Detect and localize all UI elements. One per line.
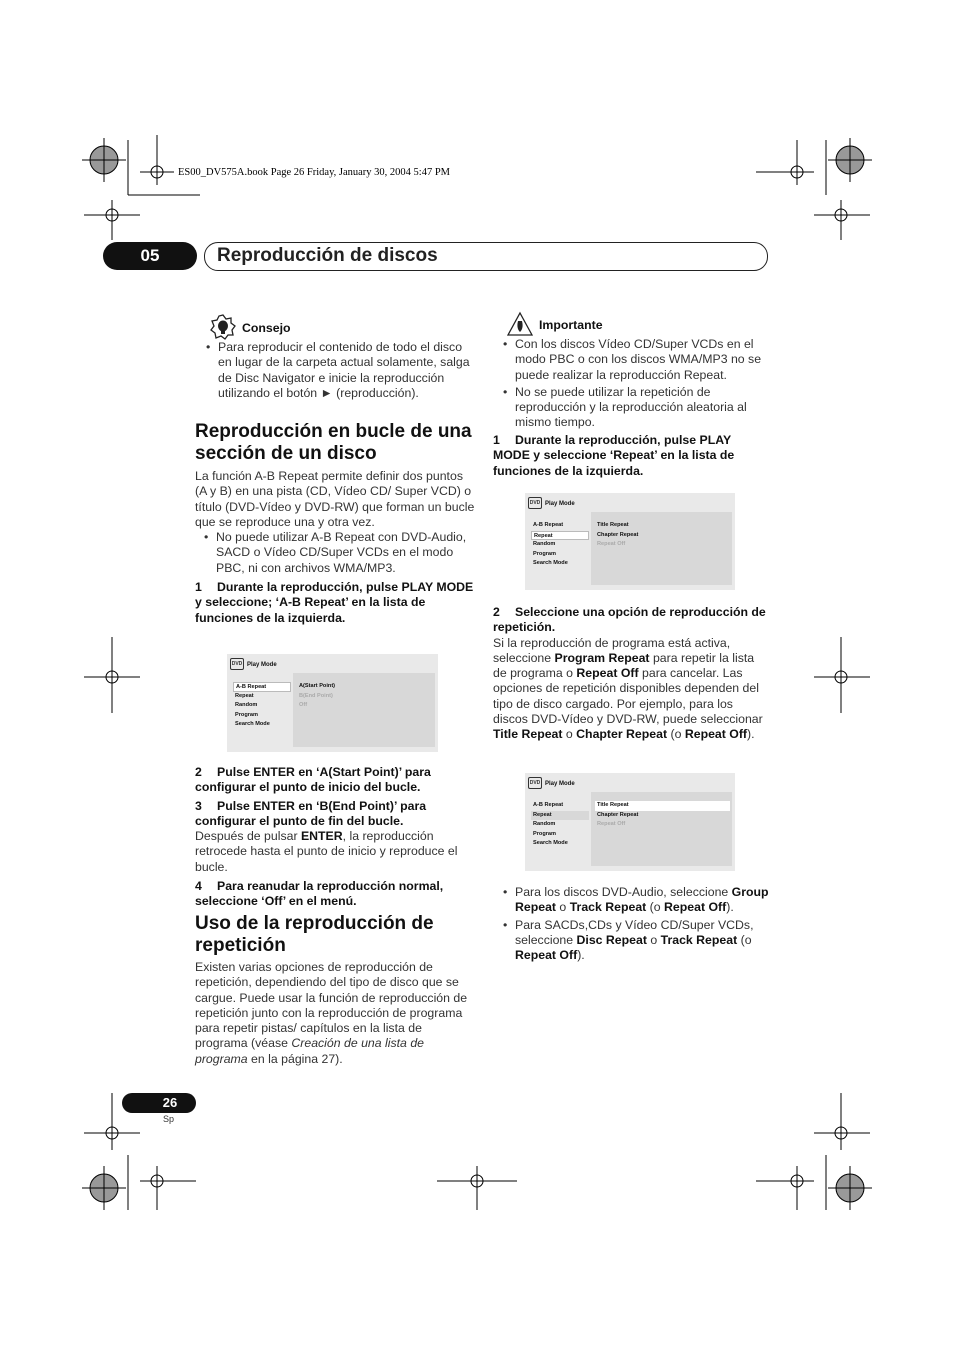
page-number-badge (122, 1093, 196, 1113)
section-ab-bullet: • No puede utilizar A-B Repeat con DVD-Audio, SACD o Vídeo CD/Super VCDs en el modo PBC, ni con archivos WMA/MP3. (194, 530, 475, 576)
section-repeat-body: Existen varias opciones de reproducción de repetición, dependiendo del tipo de disco que se cargue. Puede usar la función de reproducción de repetición junto con la reproducción de programa para repetir pistas/ capítulos en la lista de programa (véase Creación de una lista de programa en la página 27). (195, 960, 468, 1066)
dvd-icon: DVD (528, 777, 542, 789)
section-repeat-heading: Uso de la reproducción de repetición (195, 913, 434, 956)
disc-type-list (493, 885, 770, 963)
option-chapter-repeat[interactable]: Chapter Repeat (597, 811, 639, 818)
option-repeat-off[interactable]: Repeat Off (597, 821, 626, 828)
menu-item-ab-repeat[interactable]: A-B Repeat (233, 682, 291, 692)
menu-item-program[interactable]: Program (533, 550, 557, 557)
menu-item-random[interactable]: Random (533, 541, 556, 548)
play-mode-screen-repeat (525, 493, 735, 590)
chapter-title: Reproducción de discos (204, 242, 768, 271)
section-ab (195, 421, 475, 626)
play-mode-screen-title-repeat (525, 773, 735, 871)
page-number: 26 (162, 1095, 178, 1110)
menu-item-search-mode[interactable]: Search Mode (235, 721, 270, 728)
menu-item-random[interactable]: Random (533, 821, 556, 828)
reg-mark-bottom-right (756, 1093, 872, 1210)
important-bullet-2: • No se puede utilizar la repetición de reproducción y la reproducción aleatoria al mismo tiempo. (493, 385, 769, 431)
important-icon (507, 311, 533, 337)
tip-list (196, 340, 472, 401)
screen-title: Play Mode (247, 662, 277, 668)
menu-item-search-mode[interactable]: Search Mode (533, 560, 568, 567)
file-info: ES00_DV575A.book Page 26 Friday, January 30, 2004 5:47 PM (178, 167, 451, 178)
page-language: Sp (163, 1114, 175, 1124)
reg-mark-top-right (756, 138, 872, 240)
sacd-cd-bullet: • Para SACDs,CDs y Vídeo CD/Super VCDs, seleccione Disc Repeat o Track Repeat (o Repeat Off). (493, 918, 770, 964)
reg-mark-mid-right (814, 637, 870, 713)
section-ab-intro: La función A-B Repeat permite definir dos puntos (A y B) en una pista (CD, Vídeo CD/ Super VCD) o título (DVD-Vídeo y DVD-RW) que forman un bucle que se reproduce una y otra vez. (195, 469, 475, 529)
dvd-icon: DVD (230, 658, 244, 670)
menu-item-program[interactable]: Program (235, 711, 259, 718)
section-ab-step3-body: Después de pulsar ENTER, la reproducción retrocede hasta el punto de inicio y reproduce el bucle. (195, 829, 458, 874)
option-start-point[interactable]: A(Start Point) (299, 683, 336, 689)
tip-title: Consejo (242, 321, 291, 335)
menu-item-search-mode[interactable]: Search Mode (533, 840, 568, 847)
option-repeat-off[interactable]: Repeat Off (597, 541, 626, 548)
option-end-point[interactable]: B(End Point) (299, 692, 333, 699)
menu-item-ab-repeat[interactable]: A-B Repeat (533, 802, 564, 808)
section-repeat (195, 913, 475, 1079)
tip-bullet: • Para reproducir el contenido de todo el disco en lugar de la carpeta actual solamente, salga de Disc Navigator e inicie la reproducción utilizando el botón ► (reproducción). (196, 340, 472, 401)
dvd-audio-bullet: • Para los discos DVD-Audio, seleccione Group Repeat o Track Repeat (o Repeat Off). (493, 885, 770, 916)
repeat-step1: 1 Durante la reproducción, pulse PLAY MODE y seleccione ‘Repeat’ en la lista de funciones de la izquierda. (493, 433, 735, 478)
option-title-repeat[interactable]: Title Repeat (595, 801, 730, 811)
menu-item-repeat[interactable]: Repeat (235, 692, 254, 699)
menu-item-repeat[interactable]: Repeat (531, 811, 589, 821)
section-ab-step2: 2 Pulse ENTER en ‘A(Start Point)’ para configurar el punto de inicio del bucle. (195, 765, 431, 795)
section-ab-step4: 4 Para reanudar la reproducción normal, seleccione ‘Off’ en el menú. (195, 879, 444, 909)
important-list (493, 337, 769, 431)
option-off[interactable]: Off (299, 702, 308, 709)
option-title-repeat[interactable]: Title Repeat (597, 522, 629, 528)
important-title: Importante (539, 318, 603, 332)
menu-item-ab-repeat[interactable]: A-B Repeat (533, 522, 564, 528)
dvd-icon: DVD (528, 497, 542, 509)
menu-item-program[interactable]: Program (533, 830, 557, 837)
section-ab-heading: Reproducción en bucle de una sección de un disco (195, 421, 472, 464)
reg-mark-bottom-center (437, 1166, 517, 1210)
repeat-step2: 2 Seleccione una opción de reproducción de repetición. (493, 605, 766, 635)
reg-mark-mid-left (84, 637, 140, 713)
chapter-number-badge: 05 (103, 242, 197, 270)
repeat-step2-body: Si la reproducción de programa está activa, seleccione Program Repeat para repetir la lista de programa o Repeat Off para cancelar. Las opciones de repetición disponibles dependen del tipo de disco cargado. Por ejemplo, para los discos DVD-Vídeo y DVD-RW, puede seleccionar Title Repeat o Chapter Repeat (o Repeat Off). (493, 635, 763, 742)
repeat-step2-block (493, 605, 770, 743)
menu-item-random[interactable]: Random (235, 702, 258, 709)
important-bullet-1: • Con los discos Vídeo CD/Super VCDs en el modo PBC o con los discos WMA/MP3 no se puede realizar la reproducción Repeat. (493, 337, 769, 383)
option-chapter-repeat[interactable]: Chapter Repeat (597, 531, 639, 538)
screen-title: Play Mode (545, 781, 575, 787)
section-ab-steps (195, 765, 475, 910)
screen-title: Play Mode (545, 501, 575, 507)
menu-item-repeat[interactable]: Repeat (531, 531, 589, 541)
play-mode-screen-ab (227, 654, 438, 752)
section-ab-step3: 3 Pulse ENTER en ‘B(End Point)’ para configurar el punto de fin del bucle. (195, 798, 427, 828)
section-ab-step1: 1 Durante la reproducción, pulse PLAY MODE y seleccione; ‘A-B Repeat’ en la lista de funciones de la izquierda. (195, 580, 474, 625)
tip-icon (210, 314, 236, 340)
